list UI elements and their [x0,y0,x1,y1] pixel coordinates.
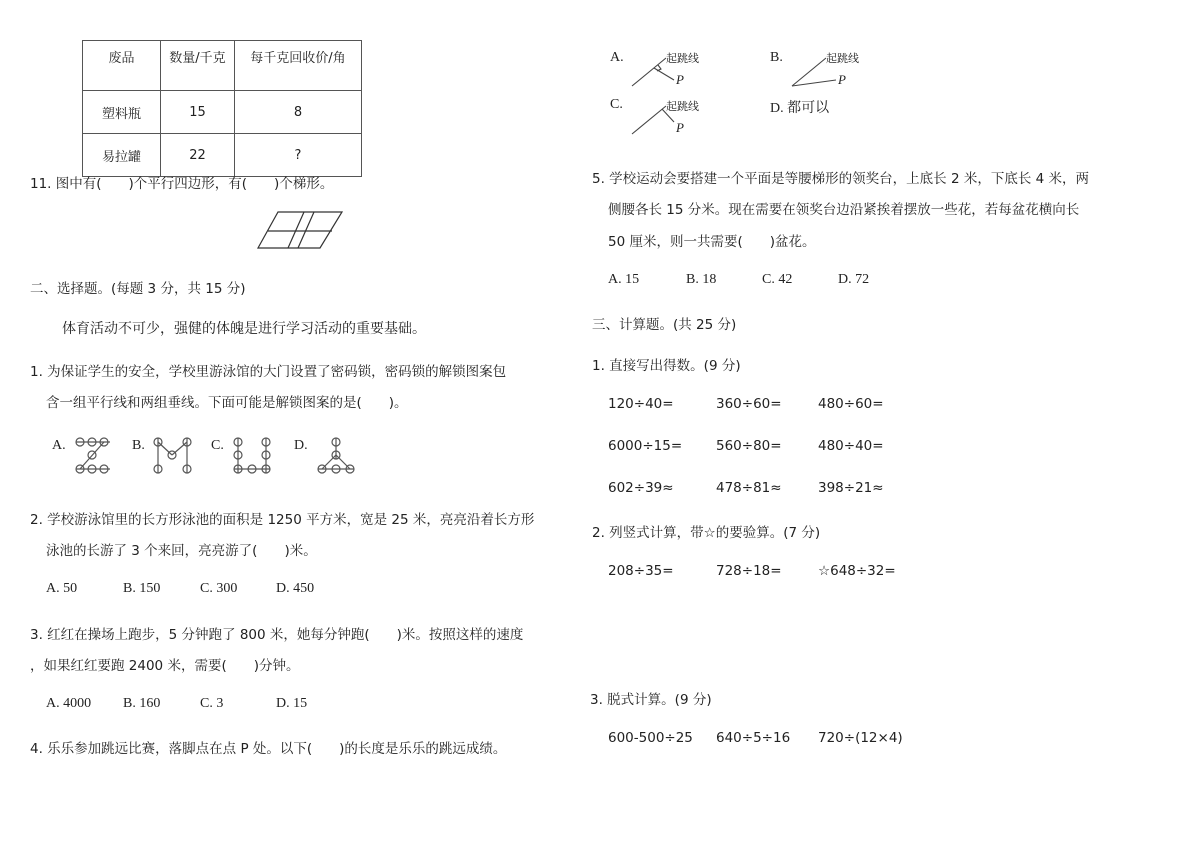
point-p-label-b: P [838,72,846,87]
calc-item: 602÷39≈ [608,480,674,496]
calc-item: 480÷40= [818,438,884,454]
calc-item: 480÷60= [818,396,884,412]
step-calc-item: 640÷5÷16 [716,730,791,746]
q1-line-2: 含一组平行线和两组垂线。下面可能是解锁图案的是( )。 [46,395,408,411]
table-cell: 塑料瓶 [83,91,161,134]
q1-option-d-label: D. [294,438,308,453]
section-3-title: 三、计算题。(共 25 分) [592,317,737,333]
q3-option-b: B. 160 [123,696,161,711]
takeoff-line-label-b: 起跳线 [826,53,859,65]
q3-option-a: A. 4000 [46,696,92,711]
q2-line-2: 泳池的长游了 3 个来回，亮亮游了( )米。 [46,543,317,559]
q4-option-a-label: A. [610,50,624,65]
q4-option-c-label: C. [610,97,623,112]
section-3-part-2-title: 2. 列竖式计算，带☆的要验算。(7 分) [592,525,821,541]
q1-line-1: 1. 为保证学生的安全，学校里游泳馆的大门设置了密码锁，密码锁的解锁图案包 [30,364,507,380]
q5-option-b: B. 18 [686,272,717,287]
q3-option-d: D. 15 [276,696,308,711]
q2-line-1: 2. 学校游泳馆里的长方形泳池的面积是 1250 平方米，宽是 25 米，亮亮沿着长方形 [30,512,535,528]
point-p-label-a: P [676,72,684,87]
q2-option-b: B. 150 [123,581,161,596]
lock-pattern-c [230,436,276,476]
parallelogram-trapezoid-figure [256,210,346,252]
step-calc-item: 720÷(12×4) [818,730,903,746]
section-3-part-3-title: 3. 脱式计算。(9 分) [590,692,712,708]
table-header-cell: 数量/千克 [161,41,235,91]
question-11: 11. 图中有( )个平行四边形，有( )个梯形。 [30,176,334,192]
table-header-cell: 每千克回收价/角 [235,41,362,91]
lock-pattern-b [150,436,196,476]
q3-option-c: C. 3 [200,696,224,711]
table-row [83,91,362,134]
q4-option-d: D. 都可以 [770,101,830,116]
table-cell: 8 [235,91,362,134]
calc-item: 360÷60= [716,396,782,412]
q1-option-c-label: C. [211,438,224,453]
table-row [83,134,362,177]
table-cell: ? [235,134,362,177]
recycling-price-table [82,40,362,177]
calc-item: 478÷81≈ [716,480,782,496]
table-header-row [83,41,362,91]
table-cell: 15 [161,91,235,134]
q1-option-a-label: A. [52,438,66,453]
q4-text: 4. 乐乐参加跳远比赛，落脚点在点 P 处。以下( )的长度是乐乐的跳远成绩。 [30,741,507,757]
calc-item: 6000÷15= [608,438,683,454]
table-header-cell: 废品 [83,41,161,91]
takeoff-line-label-c: 起跳线 [666,101,699,113]
vertical-calc-item: ☆648÷32= [818,563,896,579]
point-p-label-c: P [676,120,684,135]
q1-option-b-label: B. [132,438,145,453]
q3-line-1: 3. 红红在操场上跑步，5 分钟跑了 800 米，她每分钟跑( )米。按照这样的速度 [30,627,524,643]
q2-option-c: C. 300 [200,581,238,596]
q5-option-a: A. 15 [608,272,640,287]
q2-option-d: D. 450 [276,581,315,596]
step-calc-item: 600-500÷25 [608,730,693,746]
calc-item: 398÷21≈ [818,480,884,496]
lock-pattern-d [314,436,360,476]
table-cell: 易拉罐 [83,134,161,177]
section-2-intro: 体育活动不可少，强健的体魄是进行学习活动的重要基础。 [62,322,426,337]
q5-option-c: C. 42 [762,272,793,287]
q5-option-d: D. 72 [838,272,870,287]
section-2-title: 二、选择题。(每题 3 分，共 15 分) [30,281,246,297]
table-cell: 22 [161,134,235,177]
q3-line-2: ，如果红红要跑 2400 米，需要( )分钟。 [30,658,300,674]
vertical-calc-item: 208÷35= [608,563,674,579]
lock-pattern-a [72,436,114,476]
q5-line-3: 50 厘米，则一共需要( )盆花。 [608,234,816,250]
calc-item: 120÷40= [608,396,674,412]
q5-line-1: 5. 学校运动会要搭建一个平面是等腰梯形的领奖台，上底长 2 米，下底长 4 米，两 [592,171,1090,187]
takeoff-line-label-a: 起跳线 [666,53,699,65]
section-3-part-1-title: 1. 直接写出得数。(9 分) [592,358,741,374]
q4-option-b-label: B. [770,50,783,65]
calc-item: 560÷80= [716,438,782,454]
vertical-calc-item: 728÷18= [716,563,782,579]
q2-option-a: A. 50 [46,581,78,596]
q5-line-2: 侧腰各长 15 分米。现在需要在领奖台边沿紧挨着摆放一些花，若每盆花横向长 [608,202,1080,218]
